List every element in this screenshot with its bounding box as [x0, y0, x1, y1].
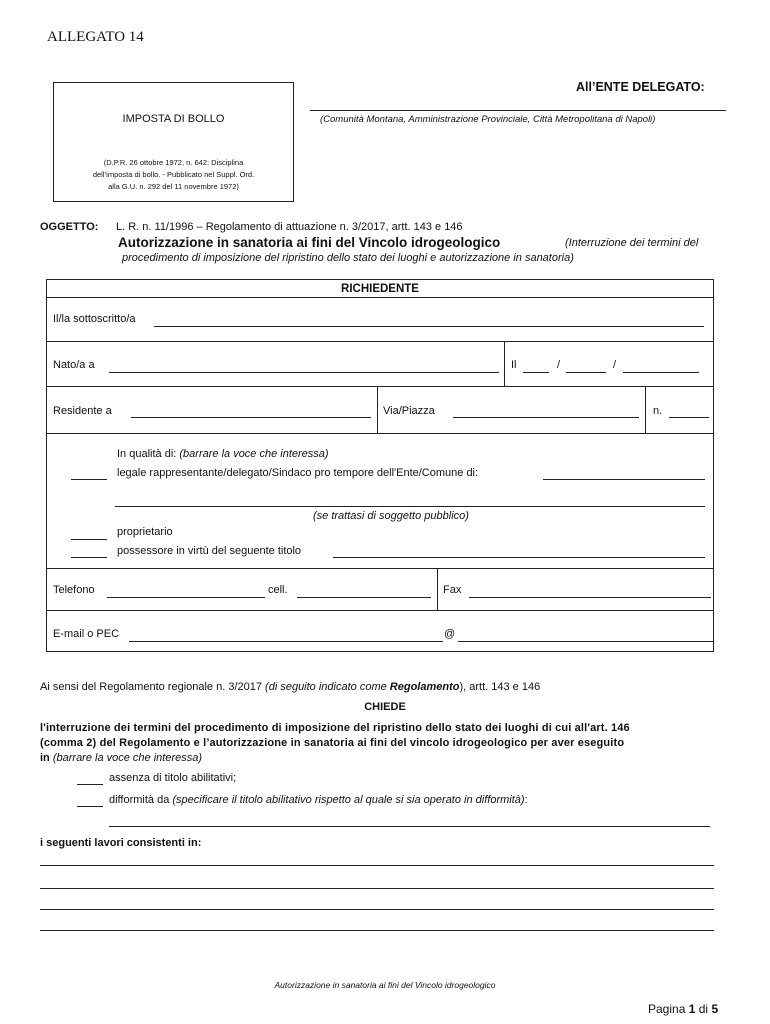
ai-sensi-italic: (di seguito indicato come [265, 681, 387, 693]
table-divider [47, 386, 713, 387]
oggetto-law: L. R. n. 11/1996 – Regolamento di attuazione n. 3/2017, artt. 143 e 146 [116, 221, 463, 233]
table-divider [47, 568, 713, 569]
nato-label: Nato/a a [53, 359, 95, 371]
table-divider [377, 386, 378, 433]
possessore-label: possessore in virtù del seguente titolo [117, 545, 302, 557]
email-user-field[interactable] [129, 641, 443, 642]
richiedente-table [46, 279, 714, 652]
nato-field[interactable] [109, 372, 499, 373]
residente-label: Residente a [53, 405, 112, 417]
table-divider [47, 610, 713, 611]
proprietario-label: proprietario [117, 526, 173, 538]
ai-sensi-text [40, 681, 540, 693]
email-label: E-mail o PEC [53, 628, 120, 640]
ai-sensi-post: ), artt. 143 e 146 [459, 681, 541, 693]
oggetto-title-note2: procedimento di imposizione del ripristino dello stato dei luoghi e autorizzazione in sanatoria) [122, 252, 574, 264]
cell-field[interactable] [297, 597, 431, 598]
table-divider [645, 386, 646, 433]
sottoscritto-field[interactable] [154, 326, 704, 327]
bollo-note-line3: alla G.U. n. 292 del 11 novembre 1972) [108, 182, 239, 191]
difformita-checkbox-line[interactable] [77, 806, 103, 807]
cell-label: cell. [268, 584, 288, 596]
ente-field-line2[interactable] [115, 506, 705, 507]
page-mid: di [698, 1002, 709, 1016]
table-divider [504, 341, 505, 386]
qualita-label [117, 448, 329, 460]
footer-title: Autorizzazione in sanatoria ai fini del Vincolo idrogeologico [274, 980, 496, 990]
civico-field[interactable] [669, 417, 709, 418]
page-prefix: Pagina [648, 1002, 686, 1016]
fax-label: Fax [443, 584, 462, 596]
telefono-field[interactable] [107, 597, 265, 598]
table-divider [47, 433, 713, 434]
difformita-note: (specificare il titolo abilitativo rispetto al quale si sia operato in difformità) [172, 794, 525, 806]
recipient-line[interactable] [310, 110, 726, 111]
revenue-stamp-box [53, 82, 294, 202]
difformita-text: difformità da [109, 794, 170, 806]
table-divider [47, 341, 713, 342]
data-nascita-label: Il [511, 359, 517, 371]
recipient-title: All’ENTE DELEGATO: [576, 80, 705, 94]
bollo-note-line1: (D.P.R. 26 ottobre 1972, n. 642: Disciplina [103, 158, 244, 167]
lavori-label: i seguenti lavori consistenti in: [40, 837, 202, 849]
page-number [648, 1002, 718, 1016]
legale-checkbox-line[interactable] [71, 479, 107, 480]
difformita-end: : [524, 794, 528, 806]
ente-field[interactable] [543, 479, 705, 480]
page-current: 1 [688, 1002, 696, 1016]
via-field[interactable] [453, 417, 639, 418]
recipient-note: (Comunità Montana, Amministrazione Provinciale, Città Metropolitana di Napoli) [320, 114, 656, 125]
at-sign: @ [444, 628, 456, 640]
request-line3-bold: in [40, 752, 50, 764]
qualita-text: In qualità di: [117, 448, 177, 460]
bollo-title: IMPOSTA DI BOLLO [122, 113, 225, 125]
qualita-note: (barrare la voce che interessa) [179, 448, 329, 460]
request-line3 [40, 752, 202, 764]
lavori-field-line[interactable] [40, 930, 714, 931]
possessore-checkbox-line[interactable] [71, 557, 107, 558]
email-domain-field[interactable] [458, 641, 713, 642]
pubblico-note: (se trattasi di soggetto pubblico) [313, 510, 469, 522]
lavori-field-line[interactable] [40, 888, 714, 889]
difformita-label [109, 794, 528, 806]
residente-field[interactable] [131, 417, 371, 418]
request-line1: l'interruzione dei termini del procedimento di imposizione del ripristino dello stato dei luoghi di cui all'art. 146 [40, 722, 630, 734]
page-total: 5 [711, 1002, 719, 1016]
date-slash: / [613, 359, 617, 371]
request-line3-italic: (barrare la voce che interessa) [52, 752, 203, 764]
lavori-field-line[interactable] [40, 865, 714, 866]
request-line2: (comma 2) del Regolamento e l’autorizzazione in sanatoria ai fini del vincolo idrogeologico per aver eseguito [40, 737, 625, 749]
year-field[interactable] [623, 372, 699, 373]
lavori-field-line[interactable] [40, 909, 714, 910]
telefono-label: Telefono [53, 584, 95, 596]
month-field[interactable] [566, 372, 606, 373]
richiedente-header: RICHIEDENTE [341, 283, 419, 295]
oggetto-title: Autorizzazione in sanatoria ai fini del Vincolo idrogeologico [118, 235, 501, 250]
legale-label: legale rappresentante/delegato/Sindaco pro tempore dell'Ente/Comune di: [117, 467, 479, 479]
assenza-label: assenza di titolo abilitativi; [109, 772, 237, 784]
date-slash: / [557, 359, 561, 371]
table-divider [47, 297, 713, 298]
ai-sensi-pre: Ai sensi del Regolamento regionale n. 3/2017 [40, 681, 262, 693]
bollo-note-line2: dell’imposta di bollo. - Pubblicato nel Suppl. Ord. [92, 170, 255, 179]
proprietario-checkbox-line[interactable] [71, 539, 107, 540]
fax-field[interactable] [469, 597, 711, 598]
ai-sensi-bold: Regolamento [389, 681, 460, 693]
oggetto-label: OGGETTO: [40, 221, 99, 233]
oggetto-title-note: (Interruzione dei termini del [565, 237, 699, 249]
table-divider [437, 568, 438, 610]
assenza-checkbox-line[interactable] [77, 784, 103, 785]
difformita-field[interactable] [109, 826, 710, 827]
titolo-field[interactable] [333, 557, 705, 558]
sottoscritto-label: Il/la sottoscritto/a [53, 313, 136, 325]
day-field[interactable] [523, 372, 549, 373]
via-label: Via/Piazza [383, 405, 435, 417]
civico-label: n. [653, 405, 663, 417]
allegato-label: ALLEGATO 14 [47, 29, 144, 45]
chiede-heading: CHIEDE [364, 701, 406, 713]
